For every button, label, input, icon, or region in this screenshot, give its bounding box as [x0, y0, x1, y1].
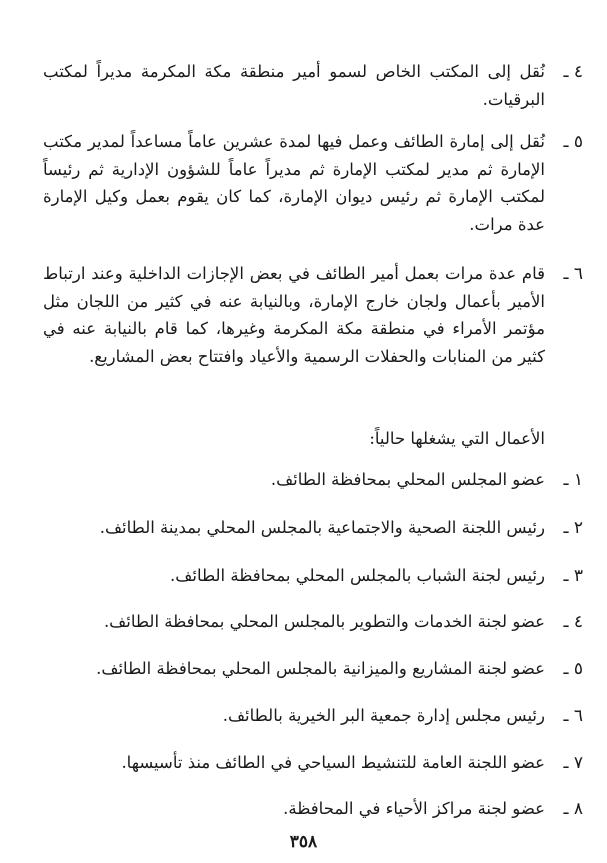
list-item-current-4 [43, 608, 583, 636]
list-item-current-8 [43, 795, 583, 823]
item-text: عضو لجنة المشاريع والميزانية بالمجلس المحلي بمحافظة الطائف. [96, 659, 545, 678]
list-item-current-7 [43, 749, 583, 777]
list-item-current-1 [43, 466, 583, 494]
list-item-current-3 [43, 562, 583, 590]
list-item-current-6 [43, 702, 583, 730]
list-item-current-2 [43, 514, 583, 542]
list-item-prev-6 [43, 260, 583, 370]
list-item-prev-5 [43, 128, 583, 238]
item-text: رئيس اللجنة الصحية والاجتماعية بالمجلس المحلي بمدينة الطائف. [99, 518, 545, 537]
item-number: ٨ ـ [563, 799, 583, 819]
item-text: عضو المجلس المحلي بمحافظة الطائف. [270, 470, 545, 489]
item-text: عضو اللجنة العامة للتنشيط السياحي في الطائف منذ تأسيسها. [121, 753, 545, 772]
item-number: ٥ ـ [563, 659, 583, 679]
item-text: قام عدة مرات بعمل أمير الطائف في بعض الإجازات الداخلية وعند ارتباط الأمير بأعمال ولجان خارج الإمارة، وبالنيابة عنه في كثير من اللجان مثل مؤتمر الأمراء في منطقة مكة المكرمة وغيرها، كما قام بالنيابة عنه في كثير من المنابات والحفلات الرسمية والأعياد وافتتاح بعض المشاريع. [43, 264, 545, 366]
item-number: ٦ ـ [563, 264, 583, 284]
item-text: نُقل إلى المكتب الخاص لسمو أمير منطقة مكة المكرمة مديراً لمكتب البرقيات. [43, 62, 545, 109]
item-text: رئيس مجلس إدارة جمعية البر الخيرية بالطائف. [222, 706, 545, 725]
item-number: ٦ ـ [563, 706, 583, 726]
item-number: ٧ ـ [563, 753, 583, 773]
list-item-prev-4 [43, 58, 583, 113]
item-number: ٥ ـ [563, 132, 583, 152]
item-number: ٤ ـ [563, 612, 583, 632]
list-item-current-5 [43, 655, 583, 683]
page-number: ٣٥٨ [289, 832, 318, 852]
item-number: ٤ ـ [563, 62, 583, 82]
item-text: عضو لجنة مراكز الأحياء في المحافظة. [283, 799, 545, 818]
item-number: ١ ـ [563, 470, 583, 490]
item-text: رئيس لجنة الشباب بالمجلس المحلي بمحافظة الطائف. [170, 566, 545, 585]
section-heading: الأعمال التي يشغلها حالياً: [369, 429, 545, 448]
item-text: نُقل إلى إمارة الطائف وعمل فيها لمدة عشرين عاماً مساعداً لمدير مكتب الإمارة ثم مدير لمكتب الإمارة ثم مديراً عاماً للشؤون الإدارية ثم رئيساً لمكتب الإمارة ثم رئيس ديوان الإمارة، كما كان يقوم بعمل وكيل الإمارة عدة مرات. [43, 132, 545, 234]
item-number: ٣ ـ [563, 566, 583, 586]
item-text: عضو لجنة الخدمات والتطوير بالمجلس المحلي بمحافظة الطائف. [103, 612, 545, 631]
item-number: ٢ ـ [563, 518, 583, 538]
